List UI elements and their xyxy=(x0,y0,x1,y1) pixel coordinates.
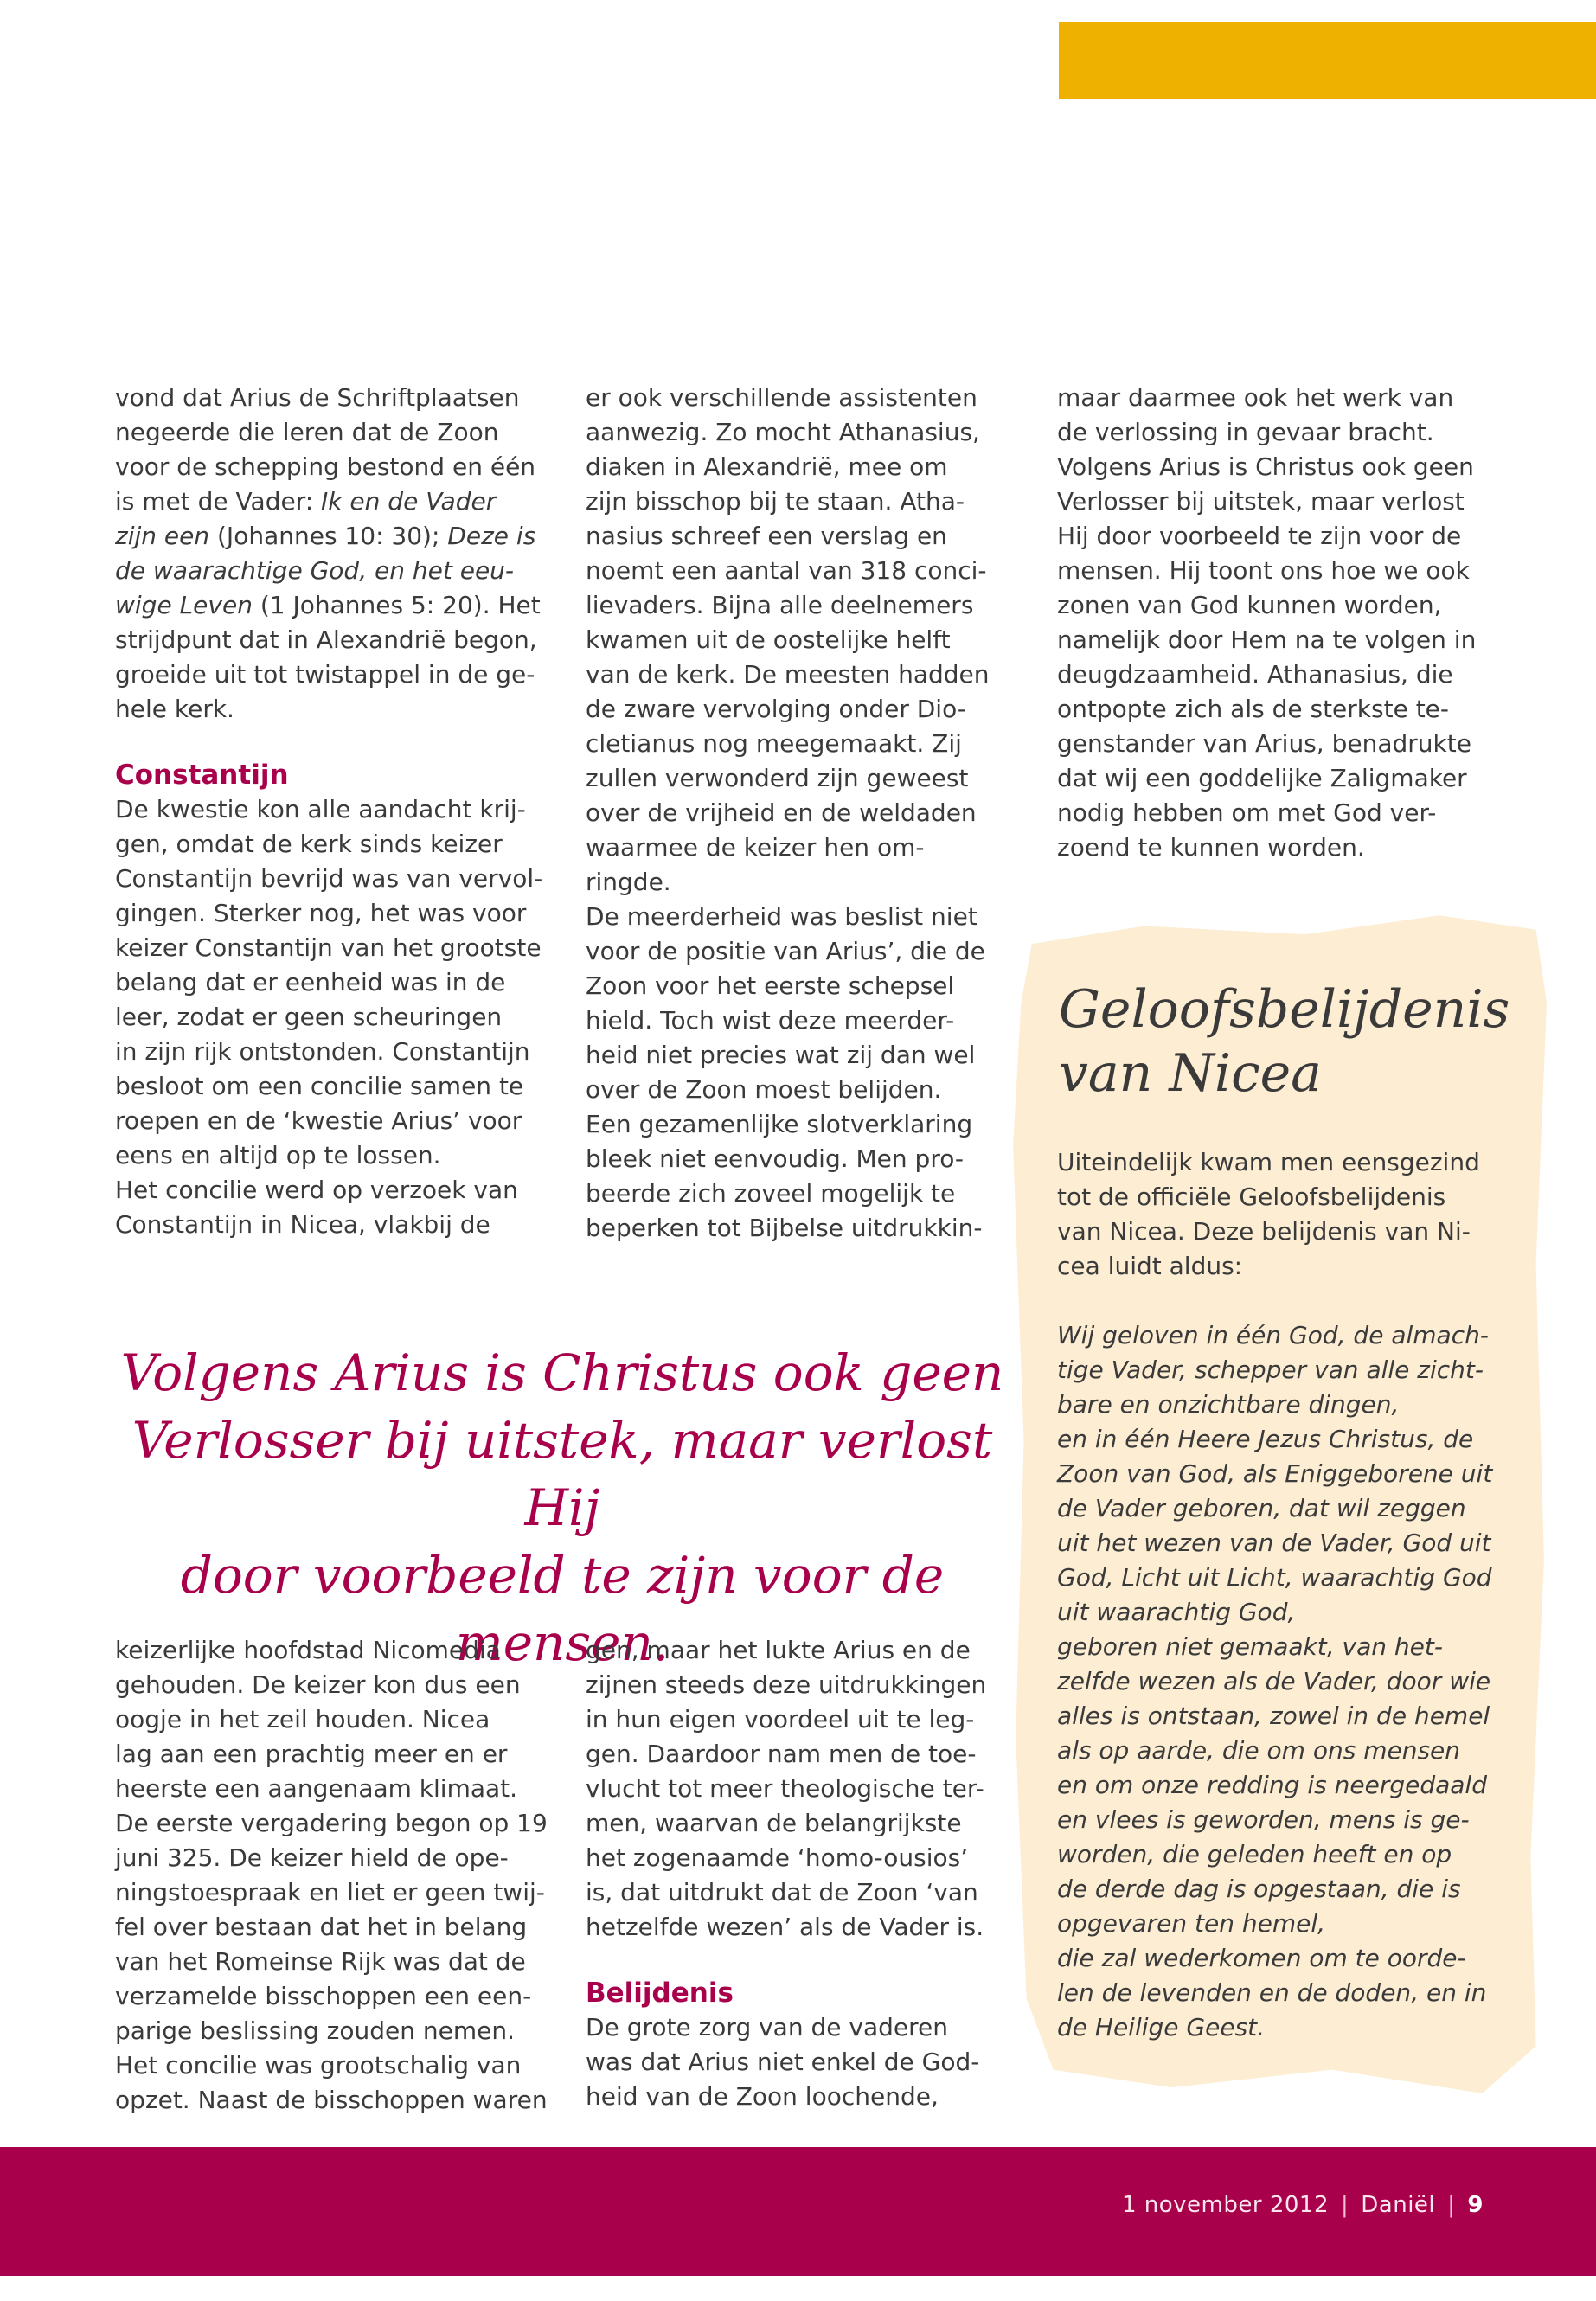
text-line: gingen. Sterker nog, het was voor xyxy=(115,899,527,927)
text-line: van de kerk. De meesten hadden xyxy=(586,660,990,689)
sidebar-title xyxy=(1059,977,1509,1106)
paragraph xyxy=(586,2010,1035,2114)
text-line: aanwezig. Zo mocht Athanasius, xyxy=(586,418,980,446)
footer-date: 1 november 2012 xyxy=(1121,2192,1329,2218)
text-line: noemt een aantal van 318 conci- xyxy=(586,556,987,585)
text-line: van het Romeinse Rijk was dat de xyxy=(115,1947,526,1976)
text-line: vlucht tot meer theologische ter- xyxy=(586,1774,984,1803)
text-line: over de vrijheid en de weldaden xyxy=(586,798,977,827)
text-line: gen, omdat de kerk sinds keizer xyxy=(115,830,503,858)
text-line: leer, zodat er geen scheuringen xyxy=(115,1003,503,1031)
text-line: De meerderheid was beslist niet xyxy=(586,902,977,931)
text-line: zijn een (Johannes 10: 30); Deze is xyxy=(115,522,536,550)
text-line: en vlees is geworden, mens is ge- xyxy=(1057,1805,1470,1834)
text-line: negeerde die leren dat de Zoon xyxy=(115,418,499,446)
pull-quote xyxy=(112,1339,1012,1676)
text-line: cletianus nog meegemaakt. Zij xyxy=(586,729,962,758)
text-line: fel over bestaan dat het in belang xyxy=(115,1913,528,1941)
text-line: De grote zorg van de vaderen xyxy=(586,2013,948,2041)
text-line: mensen. Hij toont ons hoe we ook xyxy=(1057,556,1470,585)
text-line: die zal wederkomen om te oorde- xyxy=(1057,1944,1466,1972)
text-line: de waarachtige God, en het eeu- xyxy=(115,556,515,585)
text-line: parige beslissing zouden nemen. xyxy=(115,2016,515,2045)
text-line: deugdzaamheid. Athanasius, die xyxy=(1057,660,1453,689)
text-line: De eerste vergadering begon op 19 xyxy=(115,1809,548,1837)
paragraph xyxy=(586,381,1035,1246)
column-1-bottom xyxy=(115,1633,565,2118)
text-line: lievaders. Bijna alle deelnemers xyxy=(586,591,974,619)
text-line: kwamen uit de oostelijke helft xyxy=(586,625,951,654)
text-line: belang dat er eenheid was in de xyxy=(115,968,506,997)
text-line: hield. Toch wist deze meerder- xyxy=(586,1006,955,1035)
text-line: de derde dag is opgestaan, die is xyxy=(1057,1875,1461,1903)
text-line: Het concilie was grootschalig van xyxy=(115,2051,522,2080)
top-accent-bar xyxy=(1059,22,1596,99)
heading-constantijn: Constantijn xyxy=(115,760,289,791)
text-line: zonen van God kunnen worden, xyxy=(1057,591,1442,619)
text-line: uit waarachtig God, xyxy=(1057,1598,1296,1626)
text-line: voor de schepping bestond en één xyxy=(115,452,536,481)
text-line: geboren niet gemaakt, van het- xyxy=(1057,1632,1443,1661)
text-line: Constantijn bevrijd was van vervol- xyxy=(115,864,543,893)
text-line: nasius schreef een verslag en xyxy=(586,522,947,550)
text-line: ringde. xyxy=(586,868,671,896)
footer-magazine: Daniël xyxy=(1361,2192,1436,2218)
text-line: eens en altijd op te lossen. xyxy=(115,1141,441,1170)
text-line: groeide uit tot twistappel in de ge- xyxy=(115,660,535,689)
text-line: gen, maar het lukte Arius en de xyxy=(586,1636,971,1664)
text-line: heerste een aangenaam klimaat. xyxy=(115,1774,518,1803)
text-line: de zware vervolging onder Dio- xyxy=(586,695,966,723)
text-line: tige Vader, schepper van alle zicht- xyxy=(1057,1356,1484,1384)
page-number: 9 xyxy=(1467,2192,1484,2218)
text-line: door voorbeeld te zijn voor de mensen. xyxy=(180,1546,945,1672)
text-line: over de Zoon moest belijden. xyxy=(586,1075,942,1104)
text-line: van Nicea xyxy=(1059,1043,1322,1104)
text-line: zelfde wezen als de Vader, door wie xyxy=(1057,1667,1491,1695)
text-line: Zoon van God, als Eniggeborene uit xyxy=(1057,1459,1493,1488)
sidebar-creed xyxy=(1057,1318,1507,2045)
text-line: voor de positie van Arius’, die de xyxy=(586,937,985,965)
text-line: bare en onzichtbare dingen, xyxy=(1057,1390,1400,1419)
text-line: Constantijn in Nicea, vlakbij de xyxy=(115,1210,490,1239)
sidebar-intro xyxy=(1057,1145,1490,1284)
paragraph xyxy=(115,381,565,727)
text-line: de Vader geboren, dat wil zeggen xyxy=(1057,1494,1466,1522)
text-line: cea luidt aldus: xyxy=(1057,1252,1243,1280)
text-line: nodig hebben om met God ver- xyxy=(1057,798,1437,827)
text-line: Het concilie werd op verzoek van xyxy=(115,1176,518,1204)
text-line: de Heilige Geest. xyxy=(1057,2013,1266,2041)
text-line: ningstoespraak en liet er geen twij- xyxy=(115,1878,545,1907)
text-line: van Nicea. Deze belijdenis van Ni- xyxy=(1057,1217,1471,1246)
paragraph xyxy=(115,1633,565,2118)
paragraph xyxy=(115,792,565,1242)
text-line: de verlossing in gevaar bracht. xyxy=(1057,418,1434,446)
text-line: besloot om een concilie samen te xyxy=(115,1072,524,1100)
text-line: worden, die geleden heeft en op xyxy=(1057,1840,1452,1868)
text-line: is met de Vader: Ik en de Vader xyxy=(115,487,497,516)
column-2-bottom xyxy=(586,1633,1035,2114)
text-line: dat wij een goddelijke Zaligmaker xyxy=(1057,764,1467,792)
column-1-top xyxy=(115,381,565,1242)
text-line: het zogenaamde ‘homo-ousios’ xyxy=(586,1843,969,1872)
text-line: heid van de Zoon loochende, xyxy=(586,2082,939,2111)
text-line: in zijn rijk ontstonden. Constantijn xyxy=(115,1037,530,1066)
text-line: gehouden. De keizer kon dus een xyxy=(115,1670,521,1699)
text-line: verzamelde bisschoppen een een- xyxy=(115,1982,532,2010)
text-line: keizer Constantijn van het grootste xyxy=(115,933,542,962)
text-line: in hun eigen voordeel uit te leg- xyxy=(586,1705,975,1734)
text-line: Hij door voorbeeld te zijn voor de xyxy=(1057,522,1462,550)
text-line: ontpopte zich als de sterkste te- xyxy=(1057,695,1450,723)
text-line: men, waarvan de belangrijkste xyxy=(586,1809,962,1837)
text-line: strijdpunt dat in Alexandrië begon, xyxy=(115,625,537,654)
footer-text xyxy=(1122,2192,1484,2218)
text-line: zoend te kunnen worden. xyxy=(1057,833,1365,862)
text-line: De kwestie kon alle aandacht krij- xyxy=(115,795,526,824)
paragraph xyxy=(586,1633,1035,1945)
text-line: zijn bisschop bij te staan. Atha- xyxy=(586,487,965,516)
text-line: en om onze redding is neergedaald xyxy=(1057,1771,1487,1799)
text-line: er ook verschillende assistenten xyxy=(586,383,977,412)
text-line: hetzelfde wezen’ als de Vader is. xyxy=(586,1913,984,1941)
text-line: vond dat Arius de Schriftplaatsen xyxy=(115,383,520,412)
text-line: zullen verwonderd zijn geweest xyxy=(586,764,969,792)
footer-separator: | xyxy=(1341,2192,1349,2218)
text-line: roepen en de ‘kwestie Arius’ voor xyxy=(115,1106,522,1135)
text-line: beperken tot Bijbelse uitdrukkin- xyxy=(586,1214,983,1242)
text-line: waarmee de keizer hen om- xyxy=(586,833,925,862)
text-line: keizerlijke hoofdstad Nicomedia xyxy=(115,1636,501,1664)
text-line: Verlosser bij uitstek, maar verlost Hij xyxy=(131,1411,993,1537)
text-line: opzet. Naast de bisschoppen waren xyxy=(115,2086,548,2114)
text-line: wige Leven (1 Johannes 5: 20). Het xyxy=(115,591,541,619)
text-line: Een gezamenlijke slotverklaring xyxy=(586,1110,973,1138)
text-line: len de levenden en de doden, en in xyxy=(1057,1978,1487,2007)
column-2-top xyxy=(586,381,1035,1246)
text-line: bleek niet eenvoudig. Men pro- xyxy=(586,1144,964,1173)
footer-bar xyxy=(0,2147,1596,2276)
text-line: beerde zich zoveel mogelijk te xyxy=(586,1179,956,1208)
text-line: lag aan een prachtig meer en er xyxy=(115,1740,508,1768)
text-line: maar daarmee ook het werk van xyxy=(1057,383,1454,412)
text-line: juni 325. De keizer hield de ope- xyxy=(115,1843,509,1872)
text-line: heid niet precies wat zij dan wel xyxy=(586,1041,976,1069)
text-line: Wij geloven in één God, de almach- xyxy=(1057,1321,1489,1349)
text-line: tot de officiële Geloofsbelijdenis xyxy=(1057,1183,1446,1211)
text-line: Geloofsbelijdenis xyxy=(1059,979,1510,1040)
text-line: diaken in Alexandrië, mee om xyxy=(586,452,948,481)
footer-separator: | xyxy=(1447,2192,1456,2218)
text-line: en in één Heere Jezus Christus, de xyxy=(1057,1425,1474,1453)
column-3-top xyxy=(1057,381,1524,865)
text-line: God, Licht uit Licht, waarachtig God xyxy=(1057,1563,1492,1592)
text-line: alles is ontstaan, zowel in de hemel xyxy=(1057,1702,1490,1730)
text-line: Verlosser bij uitstek, maar verlost xyxy=(1057,487,1465,516)
text-line: zijnen steeds deze uitdrukkingen xyxy=(586,1670,987,1699)
text-line: Zoon voor het eerste schepsel xyxy=(586,971,955,1000)
text-line: hele kerk. xyxy=(115,695,234,723)
text-line: uit het wezen van de Vader, God uit xyxy=(1057,1529,1491,1557)
text-line: oogje in het zeil houden. Nicea xyxy=(115,1705,490,1734)
heading-belijdenis: Belijdenis xyxy=(586,1977,734,2009)
text-line: Volgens Arius is Christus ook geen xyxy=(1057,452,1474,481)
text-line: genstander van Arius, benadrukte xyxy=(1057,729,1471,758)
text-line: Volgens Arius is Christus ook geen xyxy=(120,1343,1004,1402)
text-line: als op aarde, die om ons mensen xyxy=(1057,1736,1461,1765)
text-line: namelijk door Hem na te volgen in xyxy=(1057,625,1477,654)
text-line: Uiteindelijk kwam men eensgezind xyxy=(1057,1148,1480,1176)
text-line: opgevaren ten hemel, xyxy=(1057,1909,1326,1938)
paragraph xyxy=(1057,381,1524,865)
text-line: is, dat uitdrukt dat de Zoon ‘van xyxy=(586,1878,978,1907)
text-line: was dat Arius niet enkel de God- xyxy=(586,2048,980,2076)
text-line: gen. Daardoor nam men de toe- xyxy=(586,1740,977,1768)
